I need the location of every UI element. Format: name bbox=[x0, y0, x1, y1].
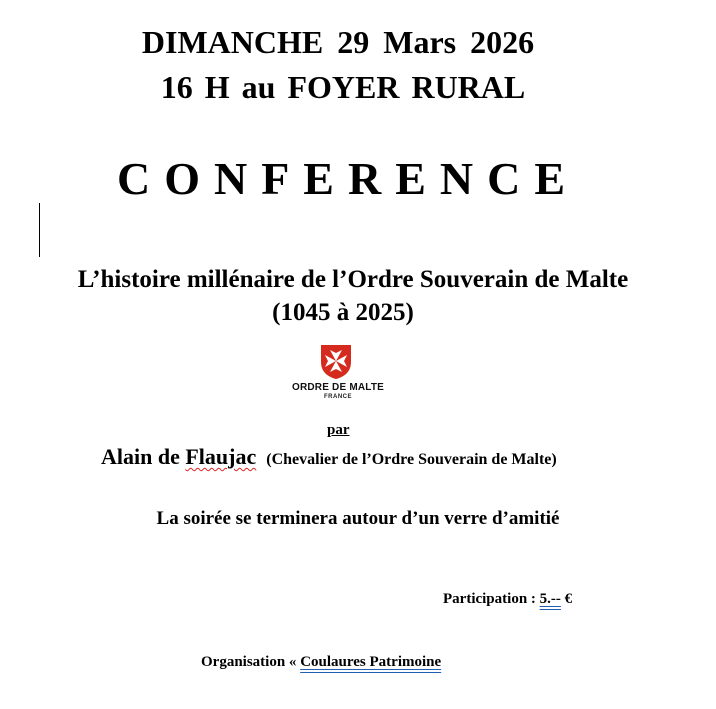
participation-line bbox=[443, 589, 572, 609]
event-time-place: 16 H au FOYER RURAL bbox=[160, 69, 526, 105]
organisation-line bbox=[201, 652, 441, 672]
maltese-cross-shield-icon bbox=[318, 344, 354, 380]
by-label: par bbox=[327, 422, 350, 438]
speaker-first-name: Alain de bbox=[101, 444, 186, 469]
participation-currency: € bbox=[560, 591, 573, 607]
organisation-label: Organisation « bbox=[201, 654, 301, 670]
text-cursor bbox=[39, 203, 40, 257]
event-date: DIMANCHE 29 Mars 2026 bbox=[141, 24, 535, 60]
logo-country: FRANCE bbox=[324, 394, 352, 400]
ordre-de-malte-logo bbox=[288, 342, 388, 402]
speaker-line bbox=[101, 442, 557, 475]
participation-amount: 5.-- bbox=[539, 591, 561, 607]
conference-years: (1045 à 2025) bbox=[272, 299, 414, 326]
conference-title: L’histoire millénaire de l’Ordre Souverain de Malte bbox=[77, 266, 629, 293]
conference-heading: CONFERENCE bbox=[116, 153, 580, 204]
organisation-name: Coulaures Patrimoine bbox=[300, 654, 442, 670]
speaker-role: (Chevalier de l’Ordre Souverain de Malte) bbox=[266, 451, 557, 468]
speaker-last-name: Flaujac bbox=[185, 444, 257, 469]
participation-label: Participation : bbox=[443, 591, 540, 607]
closing-text: La soirée se terminera autour d’un verre d’amitié bbox=[156, 508, 560, 529]
logo-name: ORDRE DE MALTE bbox=[291, 382, 385, 393]
